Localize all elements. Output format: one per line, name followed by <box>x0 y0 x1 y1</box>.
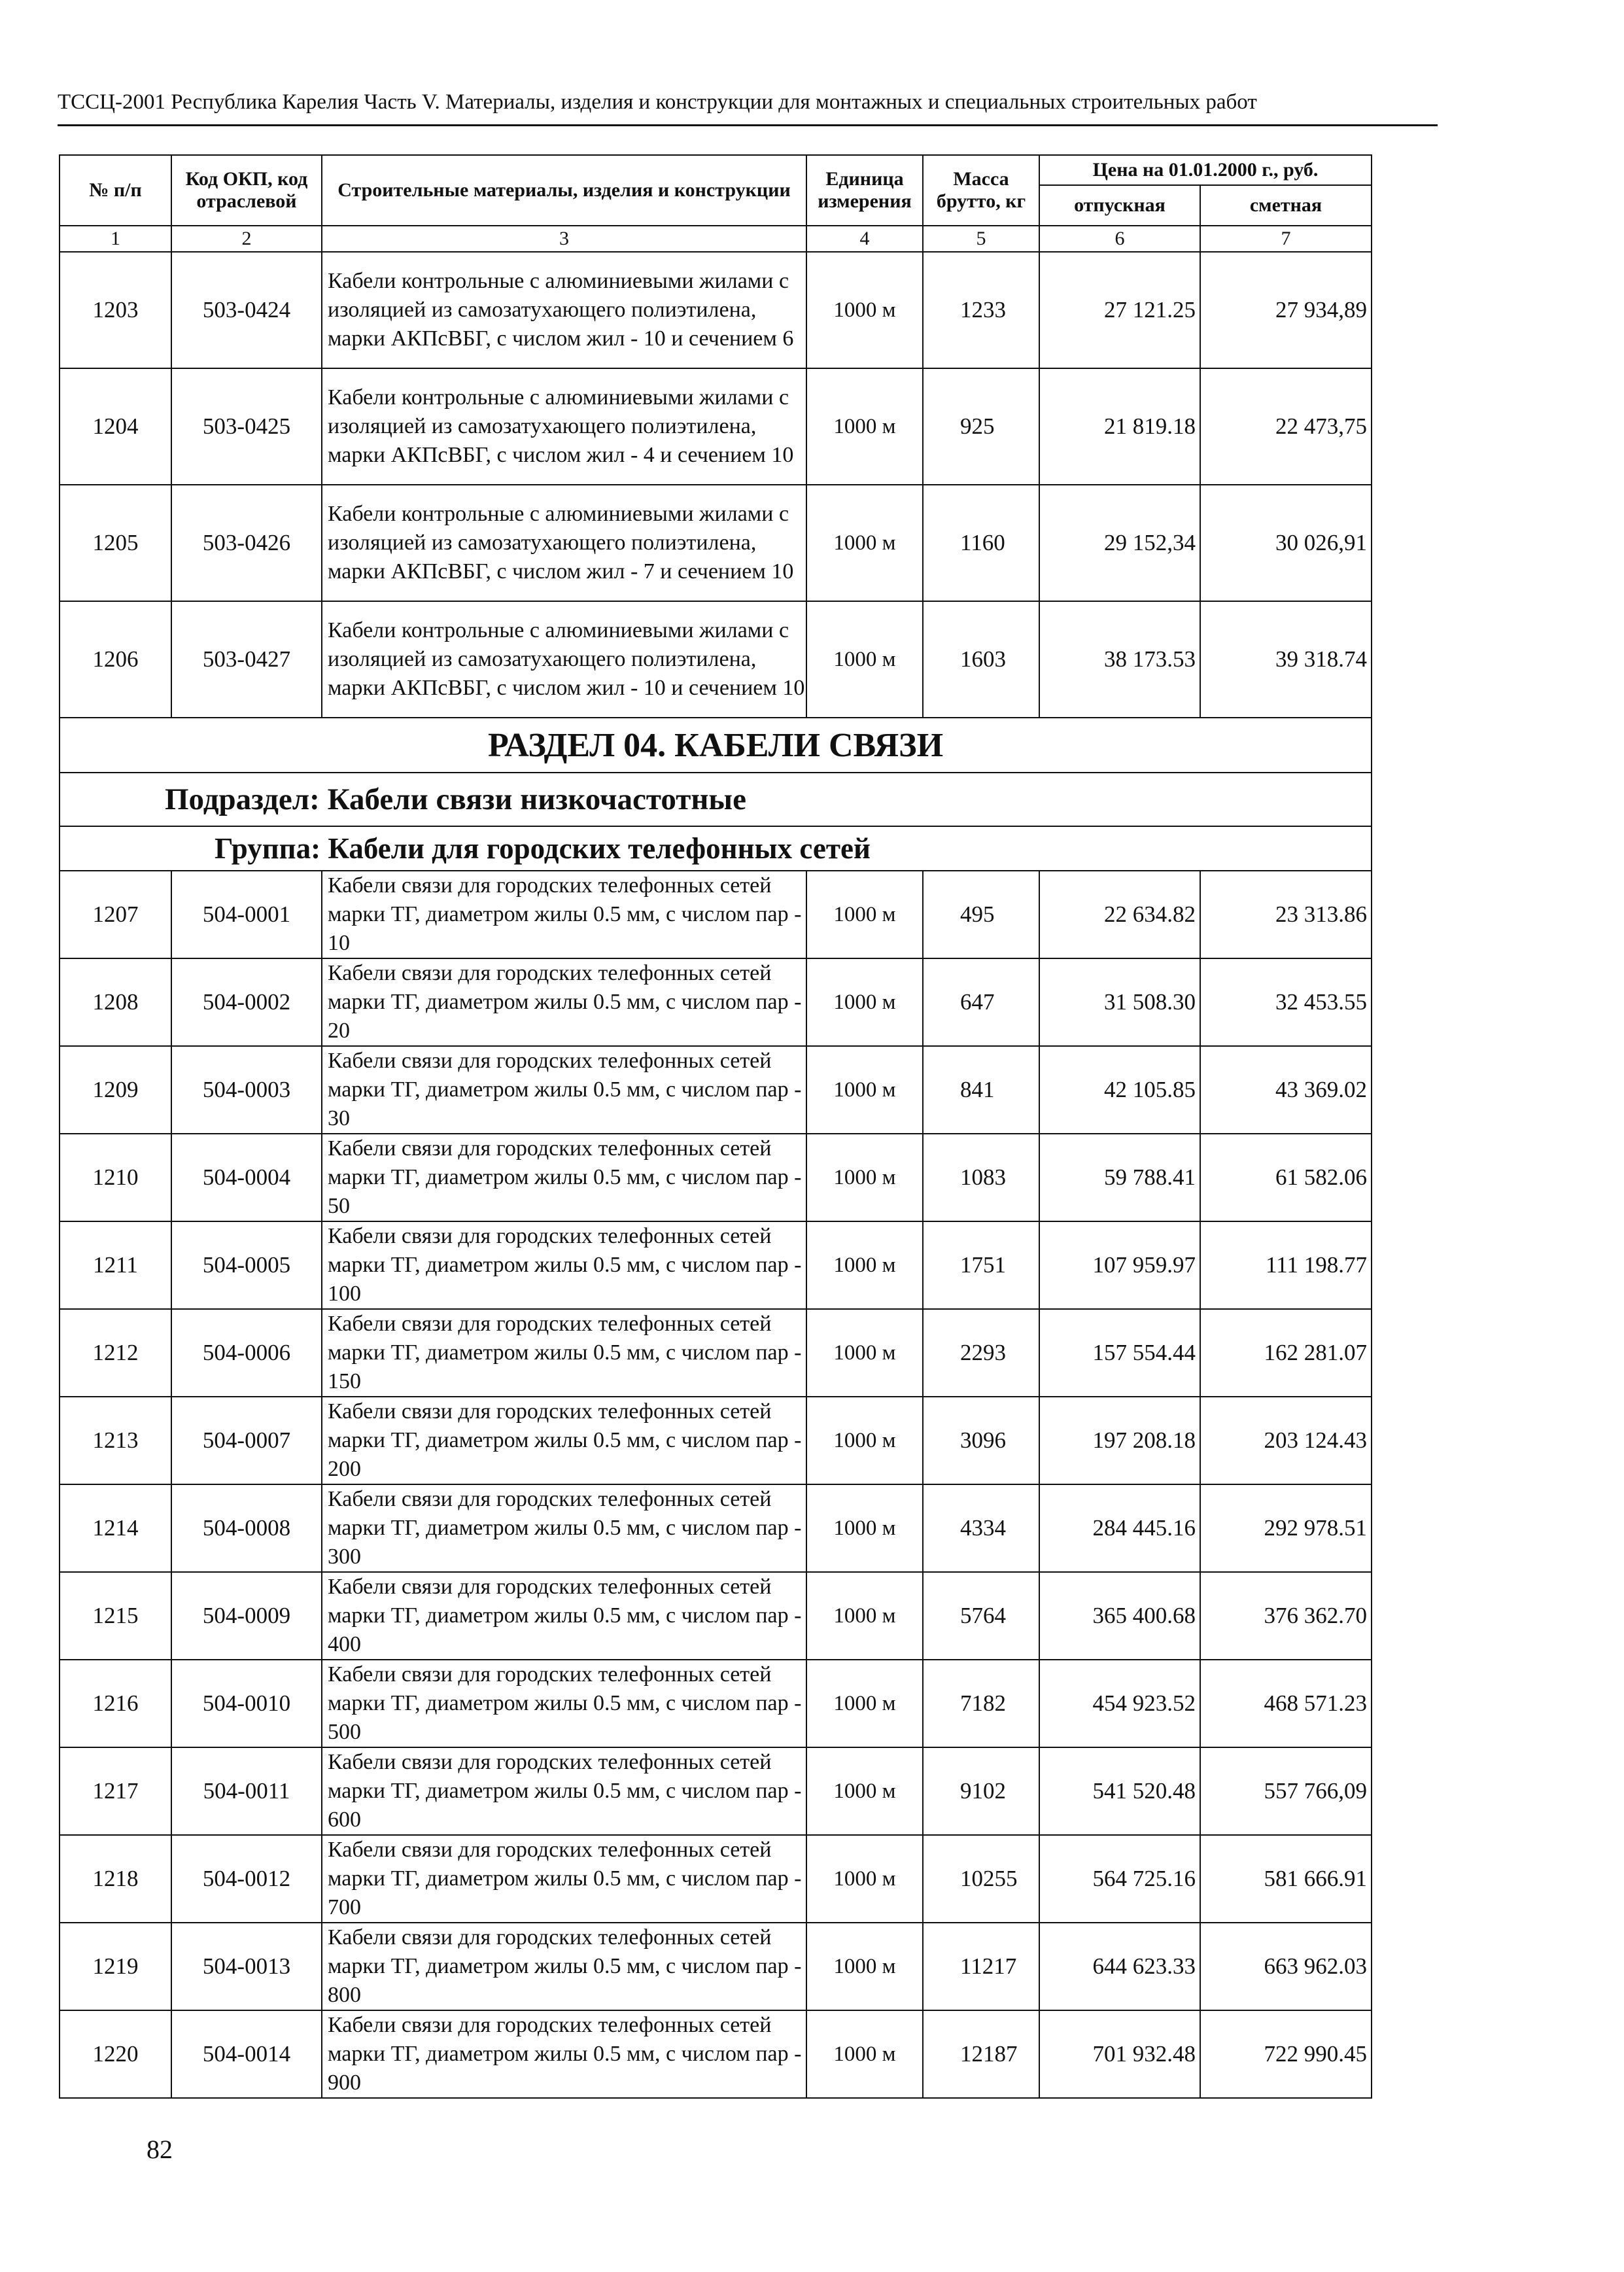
release-price: 564 725.16 <box>1039 1835 1200 1923</box>
table-row <box>60 1572 1372 1660</box>
row-number: 1207 <box>60 871 171 958</box>
row-number: 1204 <box>60 368 171 485</box>
material-name: Кабели связи для городских телефонных сетей марки ТГ, диаметром жилы 0.5 мм, с числом пар - 100 <box>322 1221 806 1309</box>
table-row <box>60 1660 1372 1747</box>
release-price: 27 121.25 <box>1039 252 1200 368</box>
section-title: РАЗДЕЛ 04. КАБЕЛИ СВЯЗИ <box>60 718 1372 773</box>
table-row <box>60 958 1372 1046</box>
estimate-price: 203 124.43 <box>1200 1397 1372 1484</box>
material-name: Кабели контрольные с алюминиевыми жилами с изоляцией из самозатухающего полиэтилена, марки АКПсВБГ, с числом жил - 10 и сечением 10 <box>322 601 806 718</box>
gross-mass: 841 <box>923 1046 1039 1134</box>
gross-mass: 12187 <box>923 2010 1039 2098</box>
column-number: 5 <box>923 226 1039 252</box>
material-name: Кабели связи для городских телефонных сетей марки ТГ, диаметром жилы 0.5 мм, с числом пар - 500 <box>322 1660 806 1747</box>
table-row <box>60 1835 1372 1923</box>
column-number: 7 <box>1200 226 1372 252</box>
header-rule <box>58 124 1438 126</box>
unit-of-measure: 1000 м <box>806 1660 923 1747</box>
page-number: 82 <box>147 2135 173 2164</box>
column-number: 4 <box>806 226 923 252</box>
row-number: 1208 <box>60 958 171 1046</box>
unit-of-measure: 1000 м <box>806 368 923 485</box>
unit-of-measure: 1000 м <box>806 1309 923 1397</box>
gross-mass: 9102 <box>923 1747 1039 1835</box>
table-body-telephone-cables <box>60 871 1372 2098</box>
okp-code: 504-0002 <box>171 958 322 1046</box>
release-price: 38 173.53 <box>1039 601 1200 718</box>
release-price: 284 445.16 <box>1039 1484 1200 1572</box>
gross-mass: 495 <box>923 871 1039 958</box>
table-body-control-cables <box>60 252 1372 718</box>
material-name: Кабели связи для городских телефонных сетей марки ТГ, диаметром жилы 0.5 мм, с числом пар - 600 <box>322 1747 806 1835</box>
table-row <box>60 1134 1372 1221</box>
gross-mass: 1751 <box>923 1221 1039 1309</box>
row-number: 1214 <box>60 1484 171 1572</box>
row-number: 1215 <box>60 1572 171 1660</box>
gross-mass: 5764 <box>923 1572 1039 1660</box>
material-name: Кабели связи для городских телефонных сетей марки ТГ, диаметром жилы 0.5 мм, с числом пар - 150 <box>322 1309 806 1397</box>
running-header: ТССЦ-2001 Республика Карелия Часть V. Материалы, изделия и конструкции для монтажных и специальных строительных работ <box>58 90 1257 114</box>
gross-mass: 647 <box>923 958 1039 1046</box>
row-number: 1210 <box>60 1134 171 1221</box>
unit-of-measure: 1000 м <box>806 1484 923 1572</box>
row-number: 1213 <box>60 1397 171 1484</box>
gross-mass: 1603 <box>923 601 1039 718</box>
okp-code: 504-0005 <box>171 1221 322 1309</box>
material-name: Кабели связи для городских телефонных сетей марки ТГ, диаметром жилы 0.5 мм, с числом пар - 800 <box>322 1923 806 2010</box>
table-row <box>60 1046 1372 1134</box>
col-header-unit: Единица измерения <box>806 155 923 226</box>
column-number: 3 <box>322 226 806 252</box>
group-title: Группа: Кабели для городских телефонных сетей <box>60 826 1372 871</box>
row-number: 1206 <box>60 601 171 718</box>
okp-code: 504-0001 <box>171 871 322 958</box>
unit-of-measure: 1000 м <box>806 601 923 718</box>
material-name: Кабели связи для городских телефонных сетей марки ТГ, диаметром жилы 0.5 мм, с числом пар - 20 <box>322 958 806 1046</box>
estimate-price: 581 666.91 <box>1200 1835 1372 1923</box>
material-name: Кабели контрольные с алюминиевыми жилами с изоляцией из самозатухающего полиэтилена, марки АКПсВБГ, с числом жил - 4 и сечением 10 <box>322 368 806 485</box>
estimate-price: 557 766,09 <box>1200 1747 1372 1835</box>
column-number: 2 <box>171 226 322 252</box>
unit-of-measure: 1000 м <box>806 1572 923 1660</box>
column-number: 1 <box>60 226 171 252</box>
okp-code: 504-0012 <box>171 1835 322 1923</box>
row-number: 1203 <box>60 252 171 368</box>
table-row <box>60 1397 1372 1484</box>
estimate-price: 376 362.70 <box>1200 1572 1372 1660</box>
estimate-price: 23 313.86 <box>1200 871 1372 958</box>
okp-code: 503-0426 <box>171 485 322 601</box>
unit-of-measure: 1000 м <box>806 1923 923 2010</box>
unit-of-measure: 1000 м <box>806 1134 923 1221</box>
unit-of-measure: 1000 м <box>806 1835 923 1923</box>
material-name: Кабели связи для городских телефонных сетей марки ТГ, диаметром жилы 0.5 мм, с числом пар - 400 <box>322 1572 806 1660</box>
estimate-price: 722 990.45 <box>1200 2010 1372 2098</box>
col-header-num: № п/п <box>60 155 171 226</box>
okp-code: 504-0011 <box>171 1747 322 1835</box>
row-number: 1205 <box>60 485 171 601</box>
material-name: Кабели связи для городских телефонных сетей марки ТГ, диаметром жилы 0.5 мм, с числом пар - 10 <box>322 871 806 958</box>
material-name: Кабели связи для городских телефонных сетей марки ТГ, диаметром жилы 0.5 мм, с числом пар - 50 <box>322 1134 806 1221</box>
table-row <box>60 1221 1372 1309</box>
group-row <box>60 826 1372 871</box>
material-name: Кабели связи для городских телефонных сетей марки ТГ, диаметром жилы 0.5 мм, с числом пар - 700 <box>322 1835 806 1923</box>
material-name: Кабели контрольные с алюминиевыми жилами с изоляцией из самозатухающего полиэтилена, марки АКПсВБГ, с числом жил - 10 и сечением 6 <box>322 252 806 368</box>
estimate-price: 39 318.74 <box>1200 601 1372 718</box>
col-header-price-release: отпускная <box>1039 185 1200 226</box>
okp-code: 503-0427 <box>171 601 322 718</box>
release-price: 157 554.44 <box>1039 1309 1200 1397</box>
unit-of-measure: 1000 м <box>806 958 923 1046</box>
subsection-title: Подраздел: Кабели связи низкочастотные <box>60 773 1372 826</box>
estimate-price: 663 962.03 <box>1200 1923 1372 2010</box>
release-price: 107 959.97 <box>1039 1221 1200 1309</box>
okp-code: 503-0424 <box>171 252 322 368</box>
unit-of-measure: 1000 м <box>806 1397 923 1484</box>
col-header-name: Строительные материалы, изделия и конструкции <box>322 155 806 226</box>
release-price: 21 819.18 <box>1039 368 1200 485</box>
estimate-price: 22 473,75 <box>1200 368 1372 485</box>
row-number: 1219 <box>60 1923 171 2010</box>
material-name: Кабели связи для городских телефонных сетей марки ТГ, диаметром жилы 0.5 мм, с числом пар - 30 <box>322 1046 806 1134</box>
release-price: 29 152,34 <box>1039 485 1200 601</box>
okp-code: 504-0013 <box>171 1923 322 2010</box>
unit-of-measure: 1000 м <box>806 871 923 958</box>
estimate-price: 32 453.55 <box>1200 958 1372 1046</box>
okp-code: 504-0004 <box>171 1134 322 1221</box>
table-row <box>60 1309 1372 1397</box>
estimate-price: 43 369.02 <box>1200 1046 1372 1134</box>
column-number-row <box>60 226 1372 252</box>
row-number: 1209 <box>60 1046 171 1134</box>
estimate-price: 162 281.07 <box>1200 1309 1372 1397</box>
gross-mass: 925 <box>923 368 1039 485</box>
material-name: Кабели связи для городских телефонных сетей марки ТГ, диаметром жилы 0.5 мм, с числом пар - 900 <box>322 2010 806 2098</box>
col-header-price-group: Цена на 01.01.2000 г., руб. <box>1039 155 1372 185</box>
okp-code: 504-0008 <box>171 1484 322 1572</box>
okp-code: 504-0010 <box>171 1660 322 1747</box>
okp-code: 503-0425 <box>171 368 322 485</box>
unit-of-measure: 1000 м <box>806 252 923 368</box>
okp-code: 504-0003 <box>171 1046 322 1134</box>
release-price: 197 208.18 <box>1039 1397 1200 1484</box>
release-price: 701 932.48 <box>1039 2010 1200 2098</box>
row-number: 1217 <box>60 1747 171 1835</box>
okp-code: 504-0006 <box>171 1309 322 1397</box>
section-row <box>60 718 1372 773</box>
table-row <box>60 252 1372 368</box>
row-number: 1211 <box>60 1221 171 1309</box>
col-header-mass: Масса брутто, кг <box>923 155 1039 226</box>
okp-code: 504-0014 <box>171 2010 322 2098</box>
gross-mass: 2293 <box>923 1309 1039 1397</box>
gross-mass: 1160 <box>923 485 1039 601</box>
table-header <box>60 155 1372 252</box>
price-table <box>59 154 1372 2099</box>
release-price: 454 923.52 <box>1039 1660 1200 1747</box>
gross-mass: 3096 <box>923 1397 1039 1484</box>
row-number: 1220 <box>60 2010 171 2098</box>
col-header-price-estimate: сметная <box>1200 185 1372 226</box>
release-price: 22 634.82 <box>1039 871 1200 958</box>
estimate-price: 30 026,91 <box>1200 485 1372 601</box>
material-name: Кабели контрольные с алюминиевыми жилами с изоляцией из самозатухающего полиэтилена, марки АКПсВБГ, с числом жил - 7 и сечением 10 <box>322 485 806 601</box>
gross-mass: 7182 <box>923 1660 1039 1747</box>
estimate-price: 61 582.06 <box>1200 1134 1372 1221</box>
gross-mass: 11217 <box>923 1923 1039 2010</box>
row-number: 1212 <box>60 1309 171 1397</box>
table-row <box>60 485 1372 601</box>
estimate-price: 27 934,89 <box>1200 252 1372 368</box>
unit-of-measure: 1000 м <box>806 1747 923 1835</box>
table-row <box>60 368 1372 485</box>
okp-code: 504-0007 <box>171 1397 322 1484</box>
row-number: 1216 <box>60 1660 171 1747</box>
table-row <box>60 1484 1372 1572</box>
unit-of-measure: 1000 м <box>806 1046 923 1134</box>
okp-code: 504-0009 <box>171 1572 322 1660</box>
table-row <box>60 1923 1372 2010</box>
subsection-row <box>60 773 1372 826</box>
col-header-okp-code: Код ОКП, код отраслевой <box>171 155 322 226</box>
material-name: Кабели связи для городских телефонных сетей марки ТГ, диаметром жилы 0.5 мм, с числом пар - 200 <box>322 1397 806 1484</box>
table-section-headings <box>60 718 1372 871</box>
table-row <box>60 2010 1372 2098</box>
release-price: 42 105.85 <box>1039 1046 1200 1134</box>
release-price: 541 520.48 <box>1039 1747 1200 1835</box>
gross-mass: 4334 <box>923 1484 1039 1572</box>
table-row <box>60 601 1372 718</box>
table-row <box>60 871 1372 958</box>
column-number: 6 <box>1039 226 1200 252</box>
gross-mass: 1083 <box>923 1134 1039 1221</box>
release-price: 365 400.68 <box>1039 1572 1200 1660</box>
row-number: 1218 <box>60 1835 171 1923</box>
estimate-price: 292 978.51 <box>1200 1484 1372 1572</box>
estimate-price: 111 198.77 <box>1200 1221 1372 1309</box>
unit-of-measure: 1000 м <box>806 2010 923 2098</box>
table-row <box>60 1747 1372 1835</box>
unit-of-measure: 1000 м <box>806 1221 923 1309</box>
estimate-price: 468 571.23 <box>1200 1660 1372 1747</box>
release-price: 31 508.30 <box>1039 958 1200 1046</box>
gross-mass: 1233 <box>923 252 1039 368</box>
unit-of-measure: 1000 м <box>806 485 923 601</box>
material-name: Кабели связи для городских телефонных сетей марки ТГ, диаметром жилы 0.5 мм, с числом пар - 300 <box>322 1484 806 1572</box>
release-price: 644 623.33 <box>1039 1923 1200 2010</box>
release-price: 59 788.41 <box>1039 1134 1200 1221</box>
gross-mass: 10255 <box>923 1835 1039 1923</box>
